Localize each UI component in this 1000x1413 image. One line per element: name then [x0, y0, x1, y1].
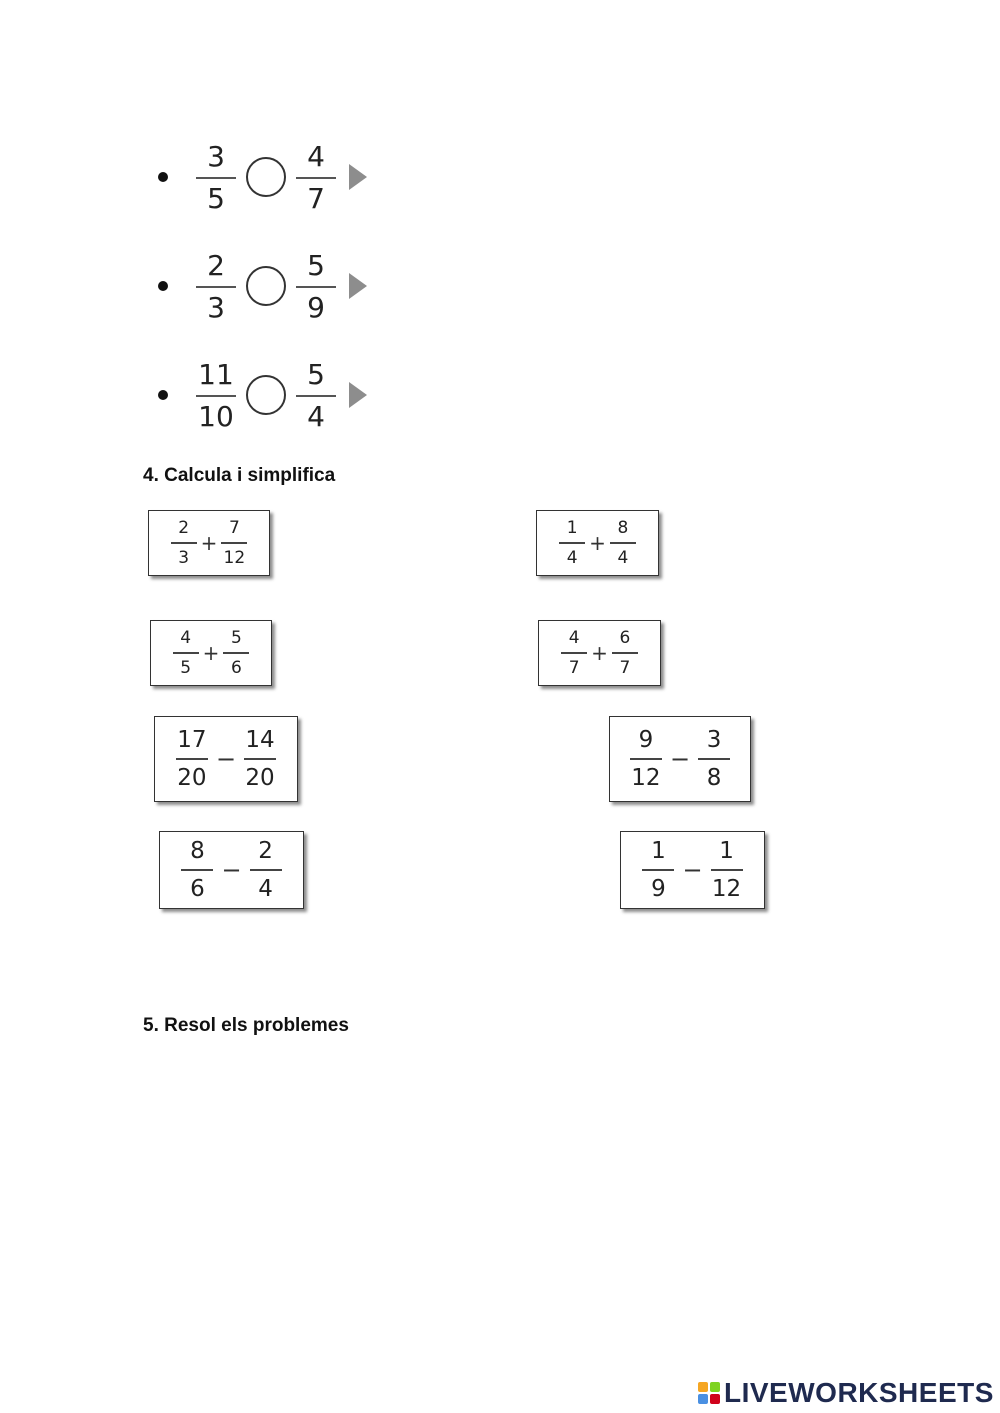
dropdown-arrow-icon[interactable] — [349, 164, 367, 190]
operator: + — [589, 531, 606, 555]
logo-mark-icon — [698, 1382, 720, 1404]
answer-circle[interactable] — [246, 375, 286, 415]
exercise-box — [154, 716, 298, 802]
operator: − — [682, 856, 703, 884]
fraction: $\frac{1}{4}$ — [559, 518, 585, 568]
bullet — [158, 281, 168, 291]
fraction: $\frac{2}{3}$ — [171, 518, 197, 568]
fraction: $\frac{7}{12}$ — [221, 518, 247, 568]
dropdown-arrow-icon[interactable] — [349, 382, 367, 408]
fraction: 5 9 — [294, 249, 338, 325]
operator: − — [215, 745, 237, 773]
fraction: $\frac{9}{12}$ — [631, 727, 661, 791]
fraction: 2 3 — [194, 249, 238, 325]
operator: − — [669, 745, 691, 773]
liveworksheets-logo — [698, 1378, 994, 1408]
exercise-box — [148, 510, 270, 576]
section-4-title: 4. Calcula i simplifica — [143, 465, 336, 486]
fraction: $\frac{4}{5}$ — [173, 628, 199, 678]
answer-circle[interactable] — [246, 157, 286, 197]
exercise-box — [538, 620, 661, 686]
fraction: $\frac{8}{4}$ — [610, 518, 636, 568]
fraction: 5 4 — [294, 358, 338, 434]
fraction: $\frac{6}{7}$ — [612, 628, 638, 678]
fraction: $\frac{2}{4}$ — [250, 838, 282, 902]
fraction: $\frac{3}{8}$ — [698, 727, 730, 791]
operator: − — [221, 856, 242, 884]
fraction: $\frac{4}{7}$ — [561, 628, 587, 678]
exercise-box — [159, 831, 304, 909]
answer-circle[interactable] — [246, 266, 286, 306]
exercise-box — [609, 716, 751, 802]
fraction: 3 5 — [194, 140, 238, 216]
fraction: 4 7 — [294, 140, 338, 216]
dropdown-arrow-icon[interactable] — [349, 273, 367, 299]
fraction: $\frac{1}{9}$ — [642, 838, 674, 902]
fraction: 11 10 — [194, 358, 238, 434]
section-5-title: 5. Resol els problemes — [143, 1015, 349, 1036]
fraction: $\frac{5}{6}$ — [223, 628, 249, 678]
operator: + — [591, 641, 608, 665]
logo-text: LIVEWORKSHEETS — [724, 1377, 994, 1408]
exercise-box — [150, 620, 272, 686]
operator: + — [202, 641, 220, 665]
bullet — [158, 172, 168, 182]
fraction: $\frac{17}{20}$ — [177, 727, 207, 791]
exercise-box — [536, 510, 659, 576]
fraction: $\frac{8}{6}$ — [181, 838, 213, 902]
fraction: $\frac{14}{20}$ — [245, 727, 275, 791]
operator: + — [200, 531, 218, 555]
exercise-box — [620, 831, 765, 909]
bullet — [158, 390, 168, 400]
fraction: $\frac{1}{12}$ — [711, 838, 742, 902]
